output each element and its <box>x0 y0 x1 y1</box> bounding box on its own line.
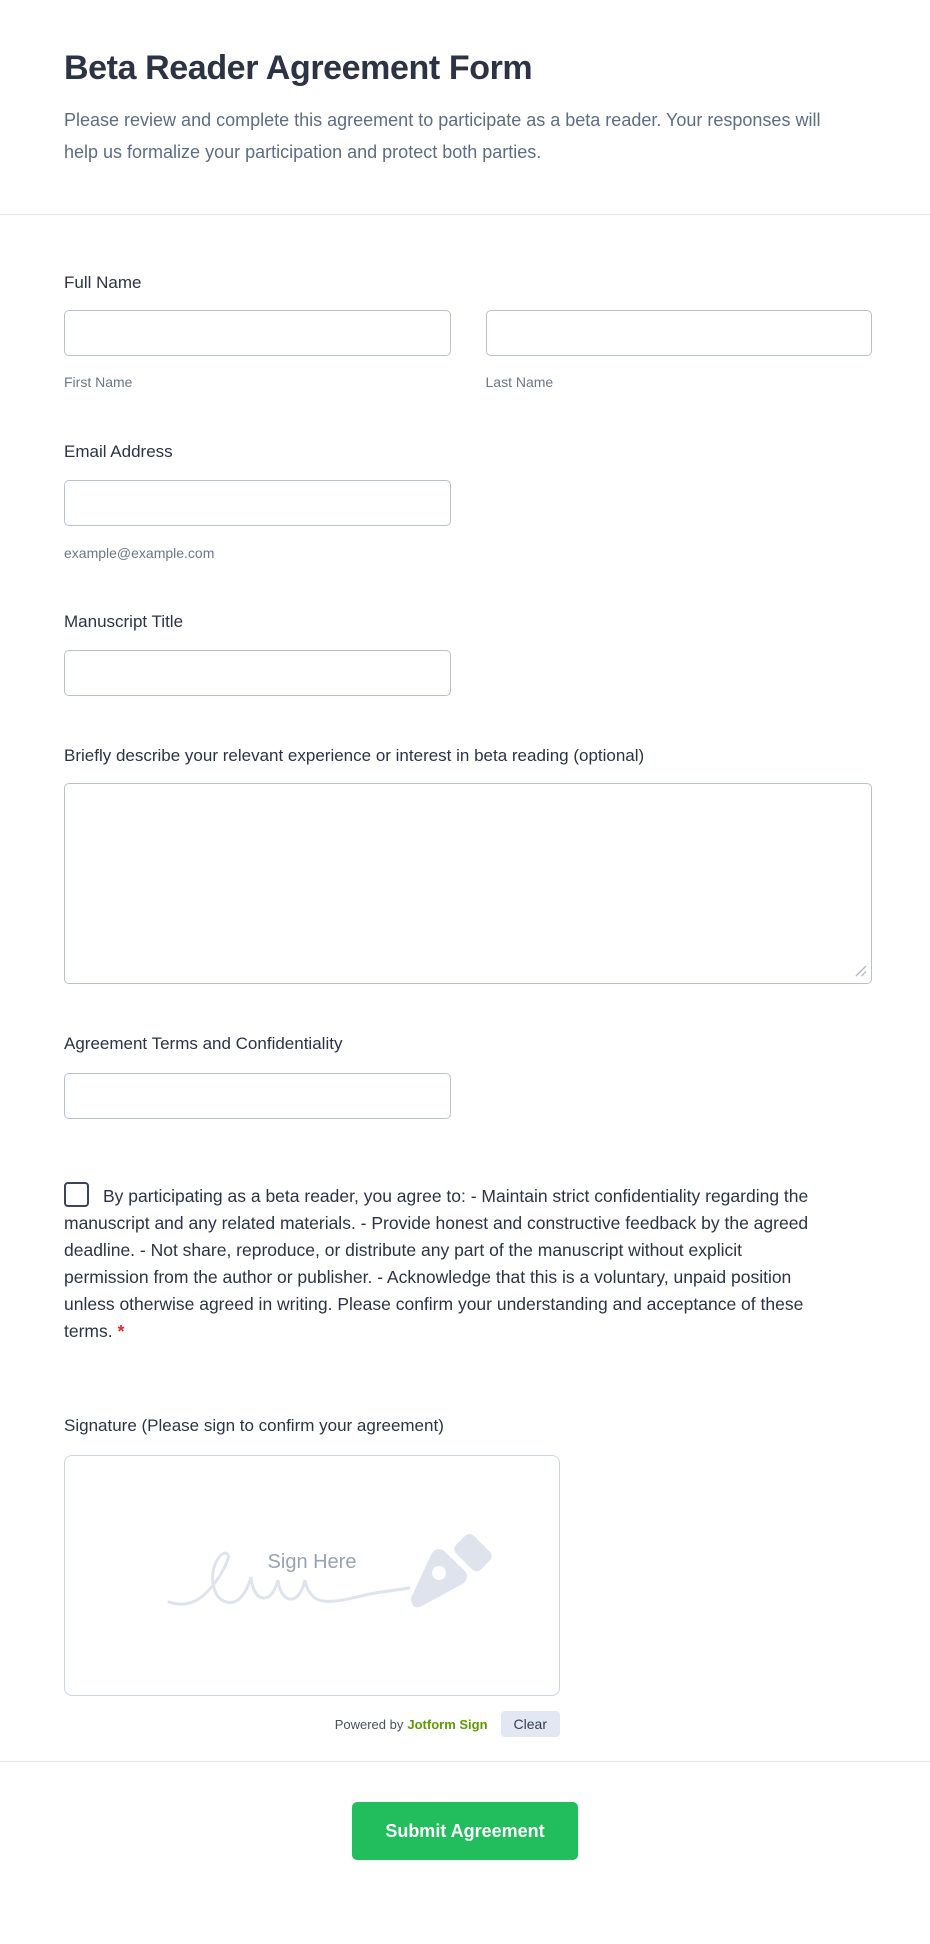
experience-textarea[interactable] <box>64 783 872 984</box>
form-footer <box>0 1762 930 1916</box>
manuscript-title-input[interactable] <box>64 650 451 696</box>
first-name-input[interactable] <box>64 310 451 356</box>
form-body <box>0 273 930 1737</box>
powered-by-text: Powered by Jotform Sign <box>334 1716 488 1732</box>
experience-textarea-wrap <box>64 783 872 984</box>
signature-footer <box>64 1711 560 1737</box>
field-terms-consent <box>64 1182 872 1345</box>
clear-signature-button[interactable]: Clear <box>501 1711 560 1737</box>
last-name-group <box>486 310 873 390</box>
full-name-inputs-row <box>64 310 872 390</box>
agreement-terms-input[interactable] <box>64 1073 451 1119</box>
last-name-input[interactable] <box>486 310 873 356</box>
resize-handle-icon[interactable] <box>855 965 867 977</box>
field-full-name <box>64 273 872 390</box>
manuscript-title-label: Manuscript Title <box>64 612 184 631</box>
first-name-group <box>64 310 451 390</box>
email-sublabel: example@example.com <box>64 545 215 561</box>
email-label: Email Address <box>64 442 173 461</box>
form-subtitle: Please review and complete this agreement to participate as a beta reader. Your responses will help us formalize your participation and protect both parties. <box>64 110 821 162</box>
field-manuscript-title <box>64 612 872 696</box>
field-email <box>64 442 872 561</box>
full-name-label: Full Name <box>64 273 142 292</box>
form-header <box>0 0 930 215</box>
signature-label: Signature (Please sign to confirm your agreement) <box>64 1416 444 1435</box>
terms-consent-row <box>64 1182 828 1345</box>
field-agreement-terms <box>64 1034 872 1119</box>
experience-label: Briefly describe your relevant experience or interest in beta reading (optional) <box>64 746 645 765</box>
field-experience <box>64 746 872 984</box>
first-name-sublabel: First Name <box>64 374 133 390</box>
signature-pad[interactable] <box>64 1455 560 1696</box>
jotform-sign-logo: Jotform Sign <box>407 1716 488 1732</box>
last-name-sublabel: Last Name <box>485 374 554 390</box>
sign-here-placeholder: Sign Here <box>267 1551 357 1573</box>
signature-placeholder-art <box>65 1456 559 1695</box>
pen-nib-icon <box>411 1531 494 1607</box>
agreement-terms-label: Agreement Terms and Confidentiality <box>64 1034 343 1053</box>
field-signature <box>64 1416 872 1737</box>
email-input[interactable] <box>64 480 451 526</box>
required-asterisk: * <box>117 1321 125 1341</box>
signature-squiggle <box>169 1553 409 1604</box>
page-title: Beta Reader Agreement Form <box>64 49 533 87</box>
submit-button[interactable]: Submit Agreement <box>352 1802 577 1860</box>
terms-consent-text: By participating as a beta reader, you agree to: - Maintain strict confidentiality regarding the manuscript and any related materials. - Provide honest and constructive feedback by the agreed deadline. - Not share, reproduce, or distribute any part of the manuscript without explicit permission from the author or publisher. - Acknowledge that this is a voluntary, unpaid position unless otherwise agreed in writing. Please confirm your understanding and acceptance of these terms. <box>64 1186 809 1341</box>
terms-checkbox[interactable] <box>64 1182 89 1207</box>
